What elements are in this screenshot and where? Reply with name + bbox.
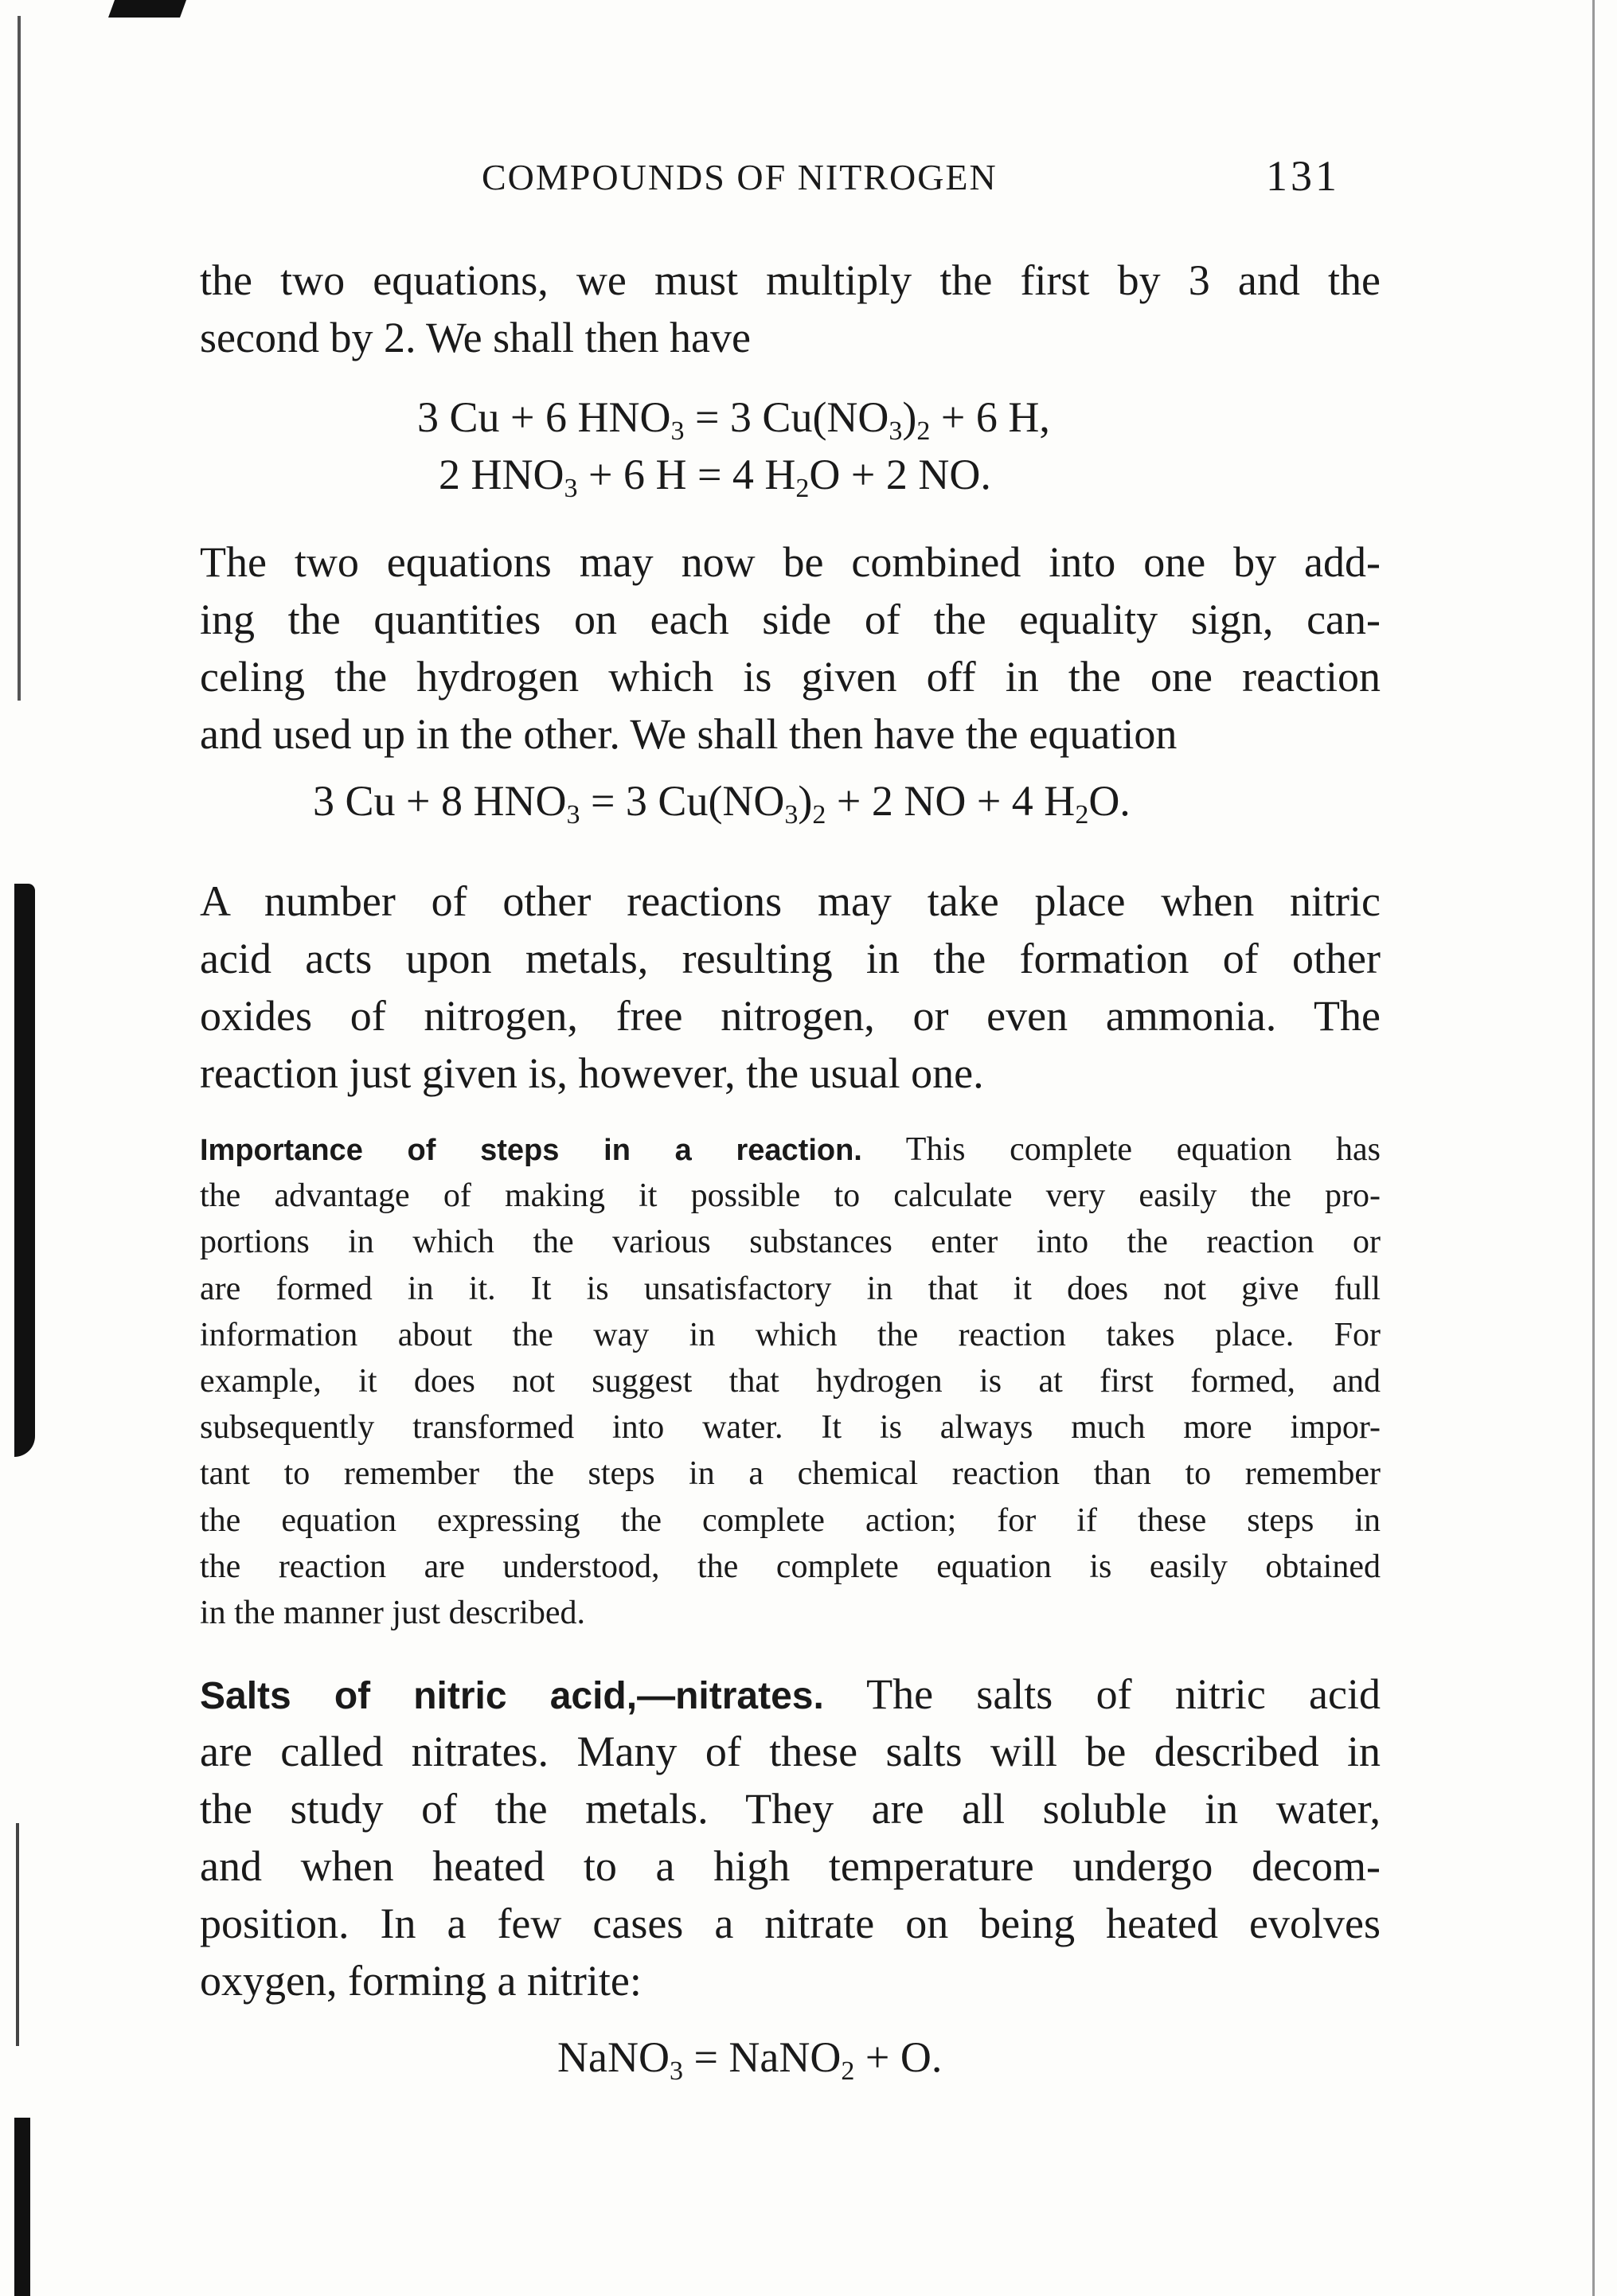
line-text: position. In a few cases a nitrate on being heated evolves: [200, 1900, 1381, 1947]
line-text: oxygen, forming a nitrite:: [200, 1957, 642, 2005]
line-text: example, it does not suggest that hydrogen is at first formed, and: [200, 1362, 1381, 1400]
line-text: oxides of nitrogen, free nitrogen, or even ammonia. The: [200, 992, 1381, 1040]
equation-text: + O.: [854, 2033, 943, 2081]
text-line: [200, 1895, 1381, 1952]
equation-text: 3 Cu + 8 HNO: [313, 777, 567, 825]
line-text: the two equations, we must multiply the first by 3 and the: [200, 256, 1381, 304]
line-text: are called nitrates. Many of these salts will be described in: [200, 1728, 1381, 1775]
scan-edge-shadow: [16, 1823, 19, 2046]
line-text: are formed in it. It is unsatisfactory in that it does not give full: [200, 1270, 1381, 1307]
text-line: [200, 873, 1381, 930]
subscript: 3: [784, 800, 799, 830]
text-line: [200, 1837, 1381, 1895]
text-line: [200, 1665, 1381, 1723]
text-line: [200, 252, 1381, 309]
subscript: 3: [889, 416, 903, 446]
line-text: subsequently transformed into water. It is always much more impor-: [200, 1409, 1381, 1447]
line-text: the equation expressing the complete action; for if these steps in: [200, 1501, 1381, 1539]
line-text: second by 2. We shall then have: [200, 314, 751, 361]
text-line: [200, 1544, 1381, 1590]
line-text: A number of other reactions may take place when nitric: [200, 877, 1381, 925]
text-line: [200, 1952, 1381, 2009]
subscript: 3: [564, 474, 578, 503]
text-line: [200, 1723, 1381, 1780]
subscript: 3: [669, 2056, 683, 2086]
line-text: celing the hydrogen which is given off in the one reaction: [200, 653, 1381, 701]
text-line: [200, 1312, 1381, 1358]
text-line: [200, 1590, 1381, 1636]
chemical-equation: [439, 446, 991, 503]
section-heading: Importance of steps in a reaction.: [200, 1134, 862, 1167]
line-text: The two equations may now be combined into one by add-: [200, 538, 1381, 586]
equation-text: O.: [1088, 777, 1131, 825]
text-line: [200, 1780, 1381, 1837]
line-text: in the manner just described.: [200, 1594, 586, 1631]
equation-text: ): [902, 393, 917, 441]
line-text: and when heated to a high temperature undergo decom-: [200, 1842, 1381, 1890]
equation-text: + 6 H = 4 H: [577, 451, 796, 498]
body-paragraph: [200, 533, 1381, 763]
subscript: 2: [795, 474, 810, 503]
body-paragraph: [200, 252, 1381, 366]
equation-text: = 3 Cu(NO: [684, 393, 889, 441]
scan-corner-mark: [108, 0, 186, 18]
chemical-equation: [313, 772, 1131, 830]
equation-text: = NaNO: [682, 2033, 842, 2081]
equation-text: + 2 NO + 4 H: [826, 777, 1076, 825]
chemical-equation: [557, 2029, 942, 2086]
line-text: ing the quantities on each side of the equality sign, can-: [200, 595, 1381, 643]
body-paragraph: [200, 873, 1381, 1102]
text-line: [200, 1127, 1381, 1173]
equation-text: 3 Cu + 6 HNO: [417, 393, 671, 441]
equation-text: 2 HNO: [439, 451, 564, 498]
text-line: [200, 309, 1381, 366]
note-paragraph: [200, 1127, 1381, 1636]
subscript: 2: [841, 2056, 855, 2086]
subscript: 2: [916, 416, 931, 446]
line-text: the reaction are understood, the complete equation is easily obtained: [200, 1548, 1381, 1585]
text-line: [200, 591, 1381, 648]
text-line: [200, 1404, 1381, 1451]
line-text: and used up in the other. We shall then have the equation: [200, 710, 1178, 758]
equation-text: O + 2 NO.: [809, 451, 991, 498]
line-text: the study of the metals. They are all soluble in water,: [200, 1785, 1381, 1833]
text-line: [200, 1266, 1381, 1312]
scan-edge-shadow: [18, 16, 21, 701]
subscript: 3: [670, 416, 685, 446]
subscript: 2: [1075, 800, 1089, 830]
section-heading: Salts of nitric acid,—nitrates.: [200, 1675, 824, 1717]
line-text: tant to remember the steps in a chemical reaction than to remember: [200, 1455, 1381, 1493]
text-line: [200, 1497, 1381, 1544]
text-line: [200, 1451, 1381, 1497]
equation-text: ): [798, 777, 813, 825]
text-line: [200, 930, 1381, 987]
text-line: [200, 1045, 1381, 1102]
scan-edge-shadow: [14, 884, 35, 1457]
line-text: the advantage of making it possible to calculate very easily the pro-: [200, 1177, 1381, 1215]
text-line: [200, 1173, 1381, 1219]
text-line: [200, 1358, 1381, 1404]
body-paragraph: [200, 1665, 1381, 2009]
running-header: COMPOUNDS OF NITROGEN: [482, 157, 998, 197]
page-number: 131: [1266, 152, 1340, 200]
scan-edge-shadow: [1592, 0, 1595, 2296]
scan-edge-shadow: [14, 2118, 30, 2296]
subscript: 3: [566, 800, 580, 830]
line-text: reaction just given is, however, the usual one.: [200, 1049, 984, 1097]
line-text: portions in which the various substances enter into the reaction or: [200, 1224, 1381, 1261]
chemical-equation: [417, 389, 1050, 446]
line-text: The salts of nitric acid: [823, 1670, 1381, 1718]
line-text: acid acts upon metals, resulting in the formation of other: [200, 935, 1381, 982]
equation-text: + 6 H,: [930, 393, 1050, 441]
equation-text: NaNO: [557, 2033, 670, 2081]
line-text: This complete equation has: [861, 1131, 1381, 1168]
text-line: [200, 533, 1381, 591]
line-text: information about the way in which the reaction takes place. For: [200, 1316, 1381, 1353]
text-line: [200, 987, 1381, 1045]
text-line: [200, 705, 1381, 763]
subscript: 2: [812, 800, 826, 830]
text-line: [200, 648, 1381, 705]
text-line: [200, 1219, 1381, 1265]
equation-text: = 3 Cu(NO: [580, 777, 785, 825]
